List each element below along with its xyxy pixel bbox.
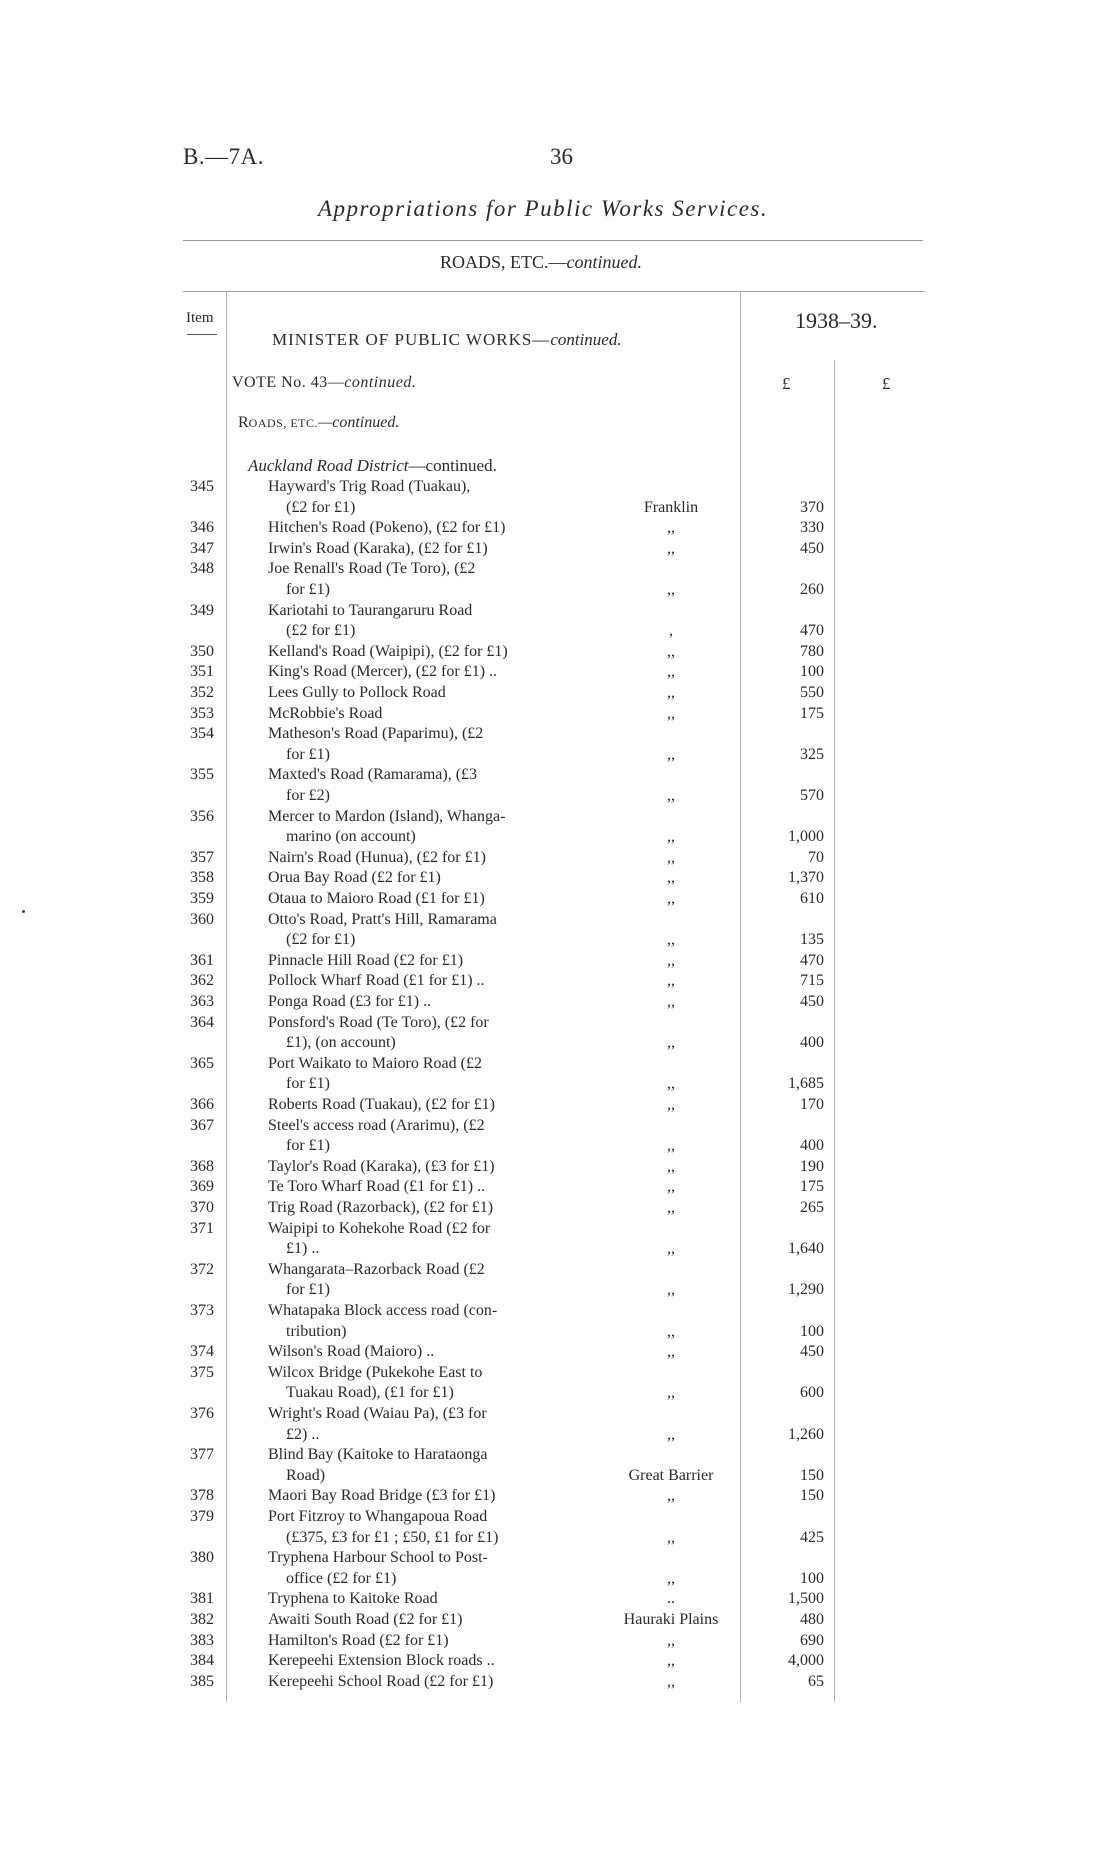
amount: 1,000 xyxy=(788,828,824,846)
stray-mark xyxy=(22,910,25,913)
item-number: 366 xyxy=(190,1096,214,1113)
amount: 135 xyxy=(800,931,824,949)
electorate: Hauraki Plains xyxy=(623,1611,719,1628)
electorate: ,, xyxy=(667,539,675,557)
electorate: ,, xyxy=(667,1137,675,1155)
item-description: Wilson's Road (Maioro) .. xyxy=(268,1343,435,1361)
amount: 470 xyxy=(800,951,824,969)
item-description: £1) .. xyxy=(286,1240,320,1258)
minister-continued: continued. xyxy=(550,330,622,349)
amount-column-rule xyxy=(834,360,835,1702)
item-description: Waipipi to Kohekohe Road (£2 for xyxy=(268,1219,491,1237)
amount: 400 xyxy=(800,1034,824,1052)
item-number: 385 xyxy=(190,1672,214,1690)
item-description: Roberts Road (Tuakau), (£2 for £1) xyxy=(268,1096,495,1113)
item-description: Wilcox Bridge (Pukekohe East to xyxy=(268,1363,483,1381)
item-description: Kerepeehi Extension Block roads .. xyxy=(268,1652,495,1670)
amount: 100 xyxy=(800,1322,824,1340)
item-description: Te Toro Wharf Road (£1 for £1) .. xyxy=(268,1178,486,1196)
amount: 715 xyxy=(800,972,824,990)
item-number: 377 xyxy=(190,1446,214,1464)
item-description: for £1) xyxy=(286,1281,330,1299)
electorate: ,, xyxy=(667,1487,675,1505)
amount: 400 xyxy=(800,1137,824,1155)
amount: 450 xyxy=(800,539,824,557)
item-description: King's Road (Mercer), (£2 for £1) .. xyxy=(268,663,498,681)
item-description: Road) xyxy=(286,1466,326,1484)
item-description: Kelland's Road (Waipipi), (£2 for £1) xyxy=(268,642,508,660)
electorate: ,, xyxy=(667,1343,675,1361)
amount: 190 xyxy=(800,1157,824,1175)
item-description: (£375, £3 for £1 ; £50, £1 for £1) xyxy=(286,1528,499,1546)
item-description: £2) .. xyxy=(286,1425,320,1443)
item-number: 346 xyxy=(190,519,214,537)
roads-smallcaps: OADS, ETC. xyxy=(248,416,319,430)
item-number: 373 xyxy=(190,1302,214,1319)
item-description: Port Waikato to Maioro Road (£2 xyxy=(268,1054,482,1072)
amount: 425 xyxy=(800,1528,824,1546)
item-number: 362 xyxy=(190,972,214,990)
district-continued: —continued. xyxy=(408,456,497,475)
electorate: ,, xyxy=(667,684,675,701)
item-description: Maori Bay Road Bridge (£3 for £1) xyxy=(268,1487,496,1505)
amount: 610 xyxy=(800,890,824,907)
electorate: ,, xyxy=(667,663,675,681)
item-number: 352 xyxy=(190,684,214,701)
electorate: ,, xyxy=(667,1322,675,1340)
item-number: 378 xyxy=(190,1487,214,1505)
electorate: ,, xyxy=(667,1631,675,1649)
amount: 450 xyxy=(800,993,824,1010)
item-description: Hayward's Trig Road (Tuakau), xyxy=(268,478,471,495)
vote-continued: continued. xyxy=(344,374,417,391)
amount: 1,290 xyxy=(788,1281,824,1299)
item-description: Pollock Wharf Road (£1 for £1) .. xyxy=(268,972,485,990)
electorate: ,, xyxy=(667,581,675,598)
amount: 325 xyxy=(800,745,824,763)
vote-label: VOTE No. 43— xyxy=(232,374,345,391)
electorate: ,, xyxy=(667,951,675,969)
amount: 265 xyxy=(800,1199,824,1216)
electorate: ,, xyxy=(667,1652,675,1670)
amount: 1,500 xyxy=(788,1590,824,1608)
amount: 1,260 xyxy=(788,1425,824,1443)
year-column-header: 1938–39. xyxy=(795,308,878,333)
roads-continued: —continued. xyxy=(318,414,400,431)
amount: 150 xyxy=(800,1466,824,1484)
electorate: ,, xyxy=(667,993,675,1010)
item-description: Tryphena to Kaitoke Road xyxy=(268,1590,438,1608)
item-number: 370 xyxy=(190,1199,214,1216)
item-number: 361 xyxy=(190,951,214,969)
item-description: for £1) xyxy=(286,1075,330,1093)
title-rule xyxy=(183,240,923,241)
amount: 100 xyxy=(800,1569,824,1587)
item-description: marino (on account) xyxy=(286,828,416,846)
electorate: ,, xyxy=(667,1528,675,1546)
electorate: ,, xyxy=(667,704,675,722)
minister-heading xyxy=(272,330,622,350)
item-number: 351 xyxy=(190,663,214,681)
pound-symbol-right: £ xyxy=(882,374,891,393)
item-description: Ponga Road (£3 for £1) .. xyxy=(268,993,432,1010)
amount: 470 xyxy=(800,622,824,640)
electorate: ,, xyxy=(667,1157,675,1175)
item-number: 355 xyxy=(190,766,214,784)
amount: 1,370 xyxy=(788,869,824,887)
item-number: 371 xyxy=(190,1219,214,1237)
item-description: (£2 for £1) xyxy=(286,498,356,516)
item-description: Taylor's Road (Karaka), (£3 for £1) xyxy=(268,1157,495,1175)
amount: 4,000 xyxy=(788,1652,824,1670)
electorate: ,, xyxy=(667,1425,675,1443)
item-number: 349 xyxy=(190,601,214,619)
pound-symbol-left: £ xyxy=(782,374,791,393)
item-description: Blind Bay (Kaitoke to Harataonga xyxy=(268,1446,488,1464)
amount: 1,640 xyxy=(788,1240,824,1258)
item-number: 372 xyxy=(190,1260,214,1278)
item-description: Mercer to Mardon (Island), Whanga- xyxy=(268,807,506,825)
amount: 370 xyxy=(800,498,824,516)
page-header-ref: B.—7A. xyxy=(183,144,264,169)
electorate: ,, xyxy=(667,1075,675,1093)
amount: 150 xyxy=(800,1487,824,1505)
item-description: Irwin's Road (Karaka), (£2 for £1) xyxy=(268,539,488,557)
amount: 100 xyxy=(800,663,824,681)
item-number: 356 xyxy=(190,807,214,825)
item-description: Matheson's Road (Paparimu), (£2 xyxy=(268,725,484,743)
item-number: 379 xyxy=(190,1508,214,1525)
amount: 550 xyxy=(800,684,824,701)
item-description: tribution) xyxy=(286,1322,347,1340)
item-number: 365 xyxy=(190,1054,214,1072)
district-name: Auckland Road District xyxy=(248,456,409,475)
minister-label: MINISTER OF PUBLIC WORKS— xyxy=(272,330,551,349)
item-number: 367 xyxy=(190,1116,214,1134)
amount: 330 xyxy=(800,519,824,537)
electorate: ,, xyxy=(667,1034,675,1052)
item-number: 363 xyxy=(190,993,214,1010)
electorate: ,, xyxy=(667,972,675,990)
item-description: Kariotahi to Taurangaruru Road xyxy=(268,601,473,619)
section-subtitle xyxy=(440,252,642,273)
item-number: 353 xyxy=(190,704,214,722)
item-description: for £1) xyxy=(286,745,330,763)
page-number: 36 xyxy=(550,144,573,169)
item-description: Kerepeehi School Road (£2 for £1) xyxy=(268,1672,494,1690)
district-heading xyxy=(248,456,497,476)
electorate: .. xyxy=(667,1590,675,1608)
amount: 480 xyxy=(800,1611,824,1628)
item-description: (£2 for £1) xyxy=(286,622,356,640)
item-description: Maxted's Road (Ramarama), (£3 xyxy=(268,766,478,784)
electorate: ,, xyxy=(667,890,675,907)
item-number: 375 xyxy=(190,1363,214,1381)
amount: 70 xyxy=(808,848,824,866)
item-number: 359 xyxy=(190,890,214,907)
item-number: 374 xyxy=(190,1343,214,1361)
item-description: Hitchen's Road (Pokeno), (£2 for £1) xyxy=(268,519,506,537)
item-number: 382 xyxy=(190,1611,214,1628)
item-number: 350 xyxy=(190,642,214,660)
item-number: 347 xyxy=(190,539,214,557)
electorate: ,, xyxy=(667,828,675,846)
item-number: 369 xyxy=(190,1178,214,1196)
electorate: ,, xyxy=(667,1240,675,1258)
item-number: 354 xyxy=(190,725,214,743)
electorate: , xyxy=(669,622,673,640)
item-description: Nairn's Road (Hunua), (£2 for £1) xyxy=(268,848,486,866)
amount: 690 xyxy=(800,1631,824,1649)
electorate: ,, xyxy=(667,1281,675,1299)
item-number: 380 xyxy=(190,1549,214,1567)
item-description: Joe Renall's Road (Te Toro), (£2 xyxy=(268,560,476,578)
item-description: Steel's access road (Ararimu), (£2 xyxy=(268,1116,485,1134)
electorate: ,, xyxy=(667,1178,675,1196)
item-description: for £1) xyxy=(286,1137,330,1155)
page-title: Appropriations for Public Works Services. xyxy=(318,196,769,221)
item-number: 358 xyxy=(190,869,214,887)
item-description: Port Fitzroy to Whangapoua Road xyxy=(268,1508,488,1525)
item-description: Awaiti South Road (£2 for £1) xyxy=(268,1611,463,1628)
item-number: 368 xyxy=(190,1157,214,1175)
electorate: ,, xyxy=(667,931,675,949)
item-description: Pinnacle Hill Road (£2 for £1) xyxy=(268,951,464,969)
subtitle-continued: continued. xyxy=(566,252,642,272)
item-description: Hamilton's Road (£2 for £1) xyxy=(268,1631,449,1649)
roads-heading xyxy=(238,414,399,432)
amount: 175 xyxy=(800,704,824,722)
electorate: Great Barrier xyxy=(628,1466,714,1484)
item-description: Wright's Road (Waiau Pa), (£3 for xyxy=(268,1405,487,1422)
item-description: Tuakau Road), (£1 for £1) xyxy=(286,1384,454,1402)
electorate: ,, xyxy=(667,642,675,660)
item-description: Whatapaka Block access road (con- xyxy=(268,1302,498,1319)
item-description: £1), (on account) xyxy=(286,1034,396,1052)
amount: 65 xyxy=(808,1672,824,1690)
item-number: 384 xyxy=(190,1652,214,1670)
amount: 600 xyxy=(800,1384,824,1402)
electorate: ,, xyxy=(667,1096,675,1113)
electorate: ,, xyxy=(667,519,675,537)
item-description: for £2) xyxy=(286,787,330,804)
item-description: McRobbie's Road xyxy=(268,704,383,722)
electorate: ,, xyxy=(667,1199,675,1216)
item-description: Otto's Road, Pratt's Hill, Ramarama xyxy=(268,910,497,928)
amount: 170 xyxy=(800,1096,824,1113)
item-description: for £1) xyxy=(286,581,330,598)
item-description: office (£2 for £1) xyxy=(286,1569,397,1587)
amount: 780 xyxy=(800,642,824,660)
table-header-rule xyxy=(183,291,925,292)
item-number: 364 xyxy=(190,1013,214,1031)
electorate: ,, xyxy=(667,848,675,866)
item-description: Tryphena Harbour School to Post- xyxy=(268,1549,488,1567)
item-number: 345 xyxy=(190,478,214,495)
electorate: Franklin xyxy=(643,498,699,516)
item-description: (£2 for £1) xyxy=(286,931,356,949)
amount: 570 xyxy=(800,787,824,804)
electorate: ,, xyxy=(667,1569,675,1587)
item-description: Otaua to Maioro Road (£1 for £1) xyxy=(268,890,485,907)
electorate: ,, xyxy=(667,1384,675,1402)
amount: 175 xyxy=(800,1178,824,1196)
item-description: Lees Gully to Pollock Road xyxy=(268,684,446,701)
item-number: 383 xyxy=(190,1631,214,1649)
amount: 1,685 xyxy=(788,1075,824,1093)
item-description: Ponsford's Road (Te Toro), (£2 for xyxy=(268,1013,489,1031)
item-header-dash xyxy=(187,334,217,335)
item-description: Orua Bay Road (£2 for £1) xyxy=(268,869,441,887)
item-number: 348 xyxy=(190,560,214,578)
electorate: ,, xyxy=(667,787,675,804)
item-number: 381 xyxy=(190,1590,214,1608)
electorate: ,, xyxy=(667,1672,675,1690)
electorate: ,, xyxy=(667,869,675,887)
amount: 260 xyxy=(800,581,824,598)
item-number: 360 xyxy=(190,910,214,928)
item-column-header: Item xyxy=(186,310,214,326)
amount: 450 xyxy=(800,1343,824,1361)
electorate: ,, xyxy=(667,745,675,763)
item-number: 357 xyxy=(190,848,214,866)
item-number: 376 xyxy=(190,1405,214,1422)
item-description: Trig Road (Razorback), (£2 for £1) xyxy=(268,1199,494,1216)
roads-initial: R xyxy=(238,414,249,431)
item-column-rule xyxy=(226,292,227,1702)
vote-heading xyxy=(232,374,416,392)
item-description: Whangarata–Razorback Road (£2 xyxy=(268,1260,485,1278)
subtitle-main: ROADS, ETC.— xyxy=(440,252,567,272)
